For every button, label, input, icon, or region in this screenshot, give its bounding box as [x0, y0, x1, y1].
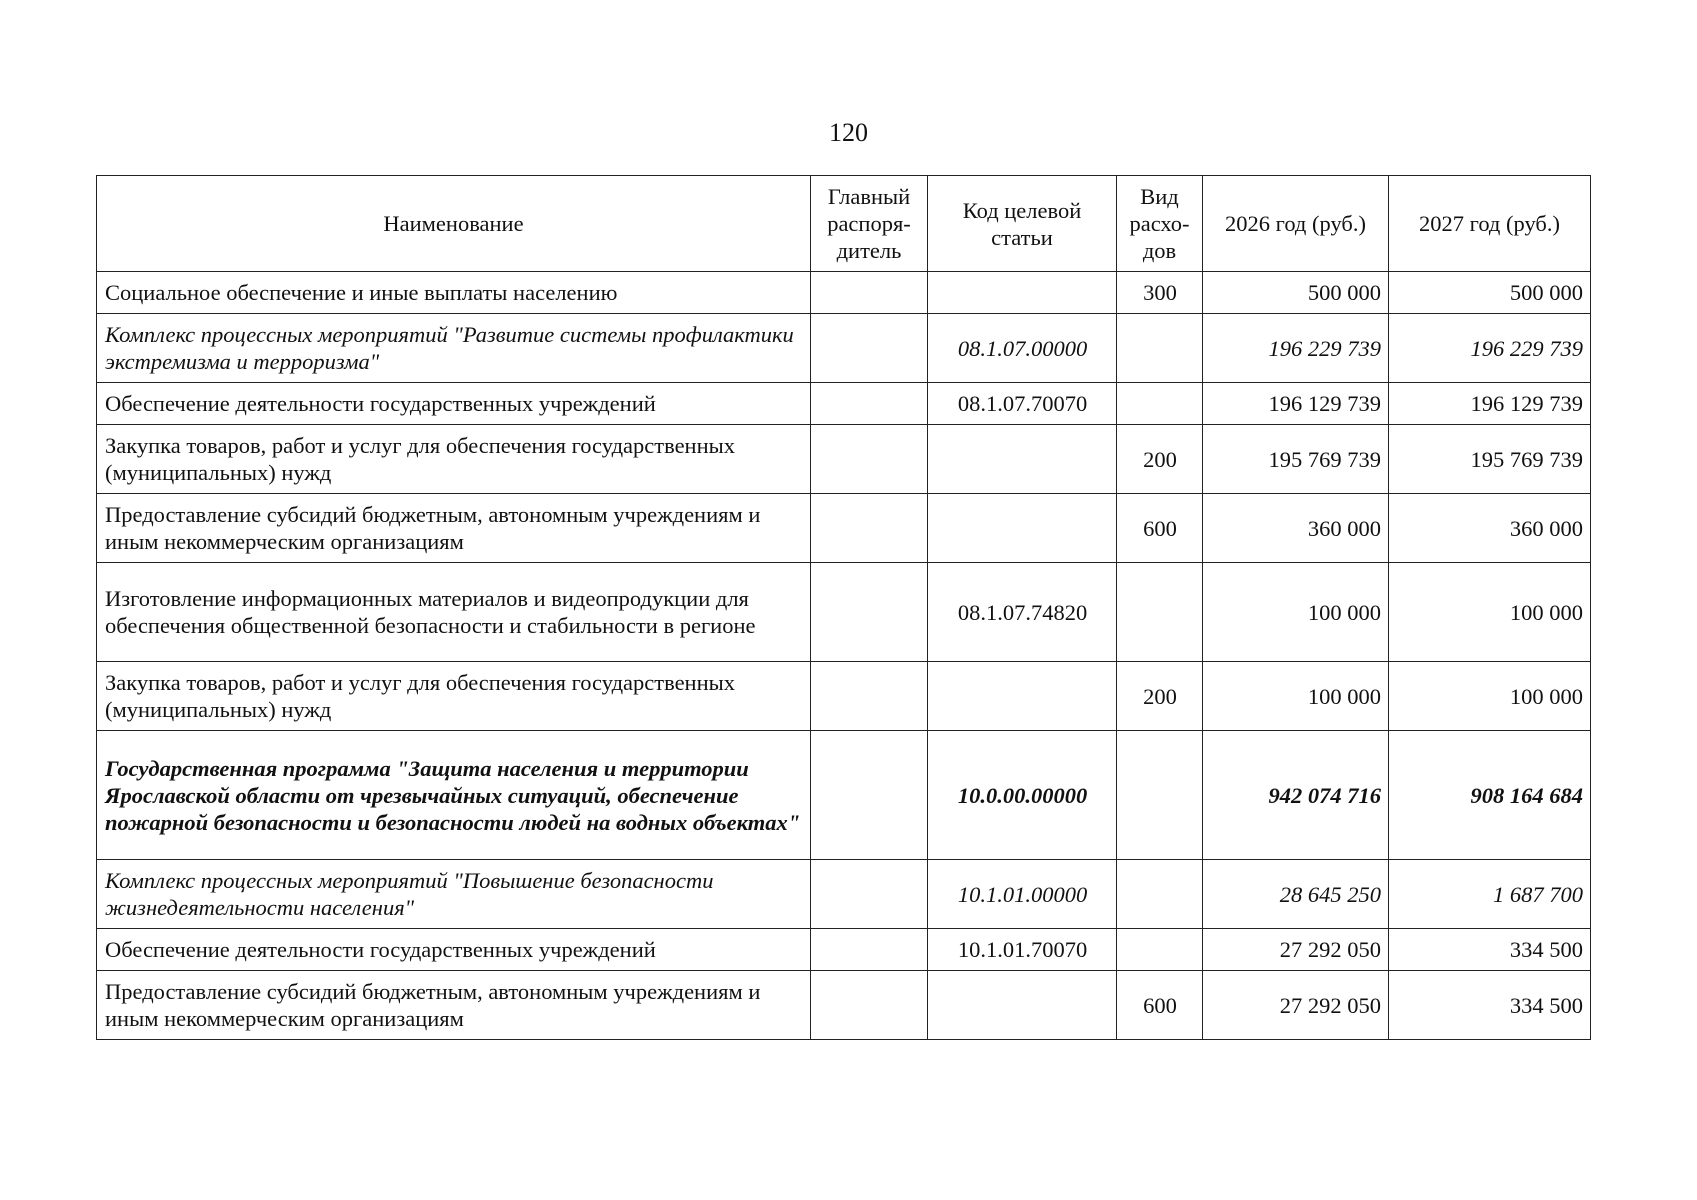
- cell-vid: 600: [1117, 971, 1203, 1040]
- table-row: [97, 563, 1591, 662]
- cell-vid: [1117, 731, 1203, 860]
- header-glavny: Главный распоря-дитель: [811, 176, 928, 272]
- cell-name: Обеспечение деятельности государственных учреждений: [97, 929, 811, 971]
- table-row: [97, 662, 1591, 731]
- cell-2027: 334 500: [1389, 971, 1591, 1040]
- header-kod: Код целевой статьи: [928, 176, 1117, 272]
- cell-kod: 10.1.01.00000: [928, 860, 1117, 929]
- cell-2026: 360 000: [1203, 494, 1389, 563]
- header-row: [97, 176, 1591, 272]
- cell-name: Комплекс процессных мероприятий "Повышение безопасности жизнедеятельности населения": [97, 860, 811, 929]
- cell-kod: 10.0.00.00000: [928, 731, 1117, 860]
- cell-kod: [928, 662, 1117, 731]
- cell-glavny: [811, 383, 928, 425]
- cell-glavny: [811, 563, 928, 662]
- cell-2026: 196 229 739: [1203, 314, 1389, 383]
- cell-2027: 908 164 684: [1389, 731, 1591, 860]
- cell-kod: 08.1.07.70070: [928, 383, 1117, 425]
- cell-glavny: [811, 731, 928, 860]
- cell-name: Предоставление субсидий бюджетным, автономным учреждениям и иным некоммерческим организациям: [97, 494, 811, 563]
- table-body: [97, 272, 1591, 1040]
- header-name: Наименование: [97, 176, 811, 272]
- table-row: [97, 929, 1591, 971]
- table-row: [97, 314, 1591, 383]
- header-vid: Вид расхо-дов: [1117, 176, 1203, 272]
- cell-2026: 942 074 716: [1203, 731, 1389, 860]
- budget-table: [96, 175, 1591, 1040]
- cell-vid: 200: [1117, 425, 1203, 494]
- table-row: [97, 383, 1591, 425]
- cell-2027: 360 000: [1389, 494, 1591, 563]
- header-year-2027: 2027 год (руб.): [1389, 176, 1591, 272]
- cell-name: Обеспечение деятельности государственных учреждений: [97, 383, 811, 425]
- cell-2026: 196 129 739: [1203, 383, 1389, 425]
- cell-kod: [928, 971, 1117, 1040]
- table-row: [97, 272, 1591, 314]
- cell-name: Комплекс процессных мероприятий "Развитие системы профилактики экстремизма и терроризма": [97, 314, 811, 383]
- cell-2027: 195 769 739: [1389, 425, 1591, 494]
- cell-name: Социальное обеспечение и иные выплаты населению: [97, 272, 811, 314]
- cell-2027: 334 500: [1389, 929, 1591, 971]
- cell-vid: 200: [1117, 662, 1203, 731]
- cell-name: Закупка товаров, работ и услуг для обеспечения государственных (муниципальных) нужд: [97, 662, 811, 731]
- table-row: [97, 425, 1591, 494]
- cell-vid: [1117, 314, 1203, 383]
- cell-2027: 1 687 700: [1389, 860, 1591, 929]
- cell-name: Закупка товаров, работ и услуг для обеспечения государственных (муниципальных) нужд: [97, 425, 811, 494]
- cell-2026: 100 000: [1203, 662, 1389, 731]
- table-row: [97, 971, 1591, 1040]
- cell-glavny: [811, 929, 928, 971]
- cell-vid: 600: [1117, 494, 1203, 563]
- cell-2026: 28 645 250: [1203, 860, 1389, 929]
- cell-2026: 27 292 050: [1203, 971, 1389, 1040]
- cell-kod: 08.1.07.00000: [928, 314, 1117, 383]
- cell-vid: [1117, 860, 1203, 929]
- cell-vid: [1117, 929, 1203, 971]
- cell-2027: 100 000: [1389, 662, 1591, 731]
- cell-glavny: [811, 272, 928, 314]
- cell-kod: 08.1.07.74820: [928, 563, 1117, 662]
- cell-name: Изготовление информационных материалов и видеопродукции для обеспечения общественной безопасности и стабильности в регионе: [97, 563, 811, 662]
- cell-glavny: [811, 860, 928, 929]
- cell-name: Предоставление субсидий бюджетным, автономным учреждениям и иным некоммерческим организациям: [97, 971, 811, 1040]
- cell-2027: 196 129 739: [1389, 383, 1591, 425]
- cell-vid: [1117, 383, 1203, 425]
- table-row: [97, 731, 1591, 860]
- cell-glavny: [811, 971, 928, 1040]
- cell-2026: 500 000: [1203, 272, 1389, 314]
- cell-2027: 100 000: [1389, 563, 1591, 662]
- header-year-2026: 2026 год (руб.): [1203, 176, 1389, 272]
- cell-glavny: [811, 662, 928, 731]
- cell-2027: 196 229 739: [1389, 314, 1591, 383]
- cell-2027: 500 000: [1389, 272, 1591, 314]
- cell-kod: 10.1.01.70070: [928, 929, 1117, 971]
- cell-kod: [928, 425, 1117, 494]
- table-row: [97, 860, 1591, 929]
- cell-kod: [928, 494, 1117, 563]
- page-number: 120: [829, 118, 868, 147]
- cell-kod: [928, 272, 1117, 314]
- cell-2026: 100 000: [1203, 563, 1389, 662]
- cell-glavny: [811, 425, 928, 494]
- cell-glavny: [811, 494, 928, 563]
- cell-2026: 27 292 050: [1203, 929, 1389, 971]
- table-header: [97, 176, 1591, 272]
- cell-vid: 300: [1117, 272, 1203, 314]
- cell-name: Государственная программа "Защита населения и территории Ярославской области от чрезвычайных ситуаций, обеспечение пожарной безопасности и безопасности людей на водных объектах": [97, 731, 811, 860]
- cell-2026: 195 769 739: [1203, 425, 1389, 494]
- table-row: [97, 494, 1591, 563]
- cell-glavny: [811, 314, 928, 383]
- cell-vid: [1117, 563, 1203, 662]
